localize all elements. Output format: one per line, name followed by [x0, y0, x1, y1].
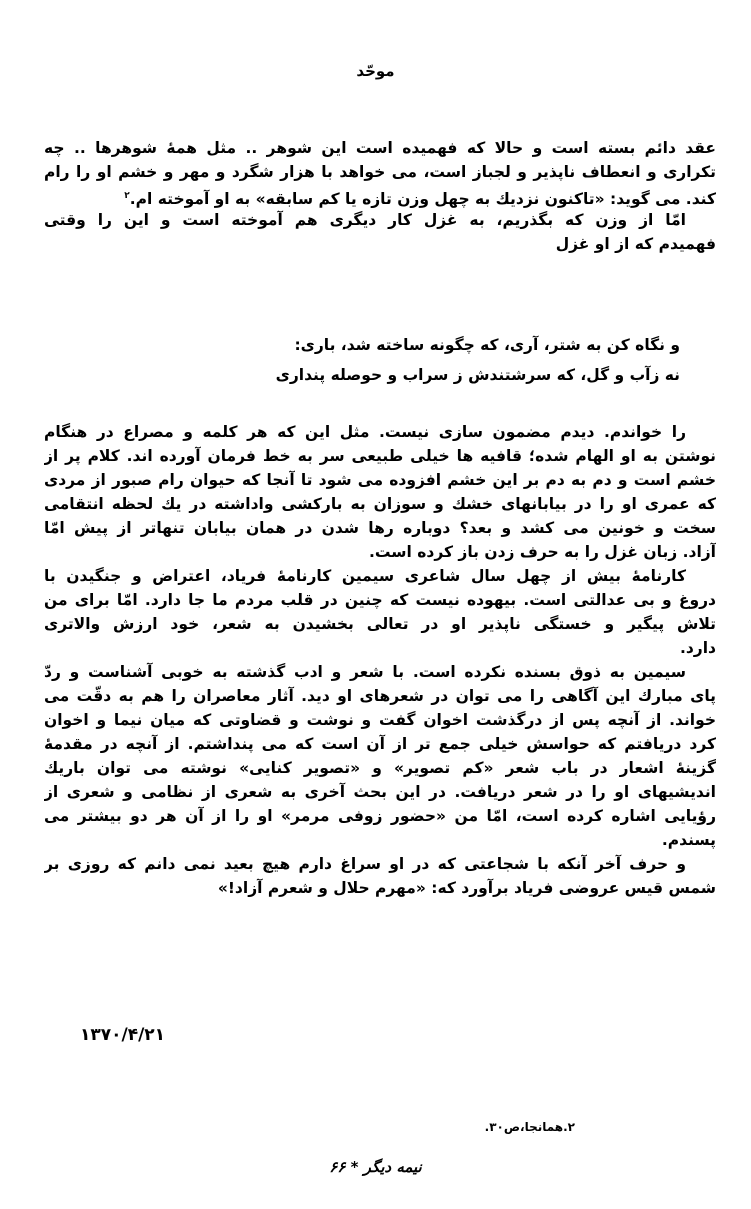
verse-quote [200, 330, 680, 390]
verse-line: نه زآب و گل، که سرشتندش ز سراب و حوصله پنداری [275, 366, 680, 384]
text-line-content: کند. می گوید: «تاکنون نزدیك به چهل وزن تازه یا کم سابقه» به او آموخته ام. [129, 190, 716, 208]
text-line: تکراری و انعطاف ناپذیر و لجباز است، می خواهد با هزار شگرد و مهر و خشم او را رام [44, 163, 716, 181]
text-line: اندیشیهای او را در شعر دریافت. در این بحث آخری به شعری از نظامی و شعری از [44, 783, 716, 801]
text-line: امّا از وزن که بگذریم، به غزل کار دیگری هم آموخته است و این را وقتی [44, 211, 686, 229]
text-line: دارد. [679, 639, 716, 657]
text-line: پسندم. [661, 831, 716, 849]
paragraph-block-1 [44, 136, 716, 256]
text-line: فهمیدم که از او غزل [555, 235, 716, 253]
text-line: نوشتن به او الهام شده؛ قافیه ها خیلی طبیعی سر به خط فرمان آورده اند. کلام پر از [44, 447, 716, 465]
paragraph-block-2 [44, 420, 716, 900]
text-line: عقد دائم بسته است و حالا که فهمیده است این شوهر .. مثل همهٔ شوهرها .. چه [44, 139, 716, 157]
footnote-reference[interactable]: ۲ [124, 191, 130, 201]
page-folio: نیمه دیگر * ۶۶ [329, 1158, 422, 1176]
verse-line: و نگاه کن به شتر، آری، که چگونه ساخته شد، باری: [294, 336, 680, 354]
text-line: خشم است و دم به دم بر این خشم افزوده می شود تا آنجا که حیوان رام صبور از مردی [44, 471, 716, 489]
text-line: آزاد. زبان غزل را به حرف زدن باز کرده است. [369, 543, 716, 561]
text-line: و حرف آخر آنکه با شجاعتی که در او سراغ دارم هیچ بعید نمی دانم که روزی بر [44, 855, 686, 873]
text-line-with-footnote [44, 184, 716, 208]
footnote: ۲.همانجا،ص۳۰. [484, 1120, 575, 1134]
signature-date: ۱۳۷۰/۴/۲۱ [80, 1025, 166, 1045]
text-line: را خواندم. دیدم مضمون سازی نیست. مثل این که هر کلمه و مصراع در هنگام [44, 423, 686, 441]
text-line: کرد دریافتم که حواسش خیلی جمع تر از آن است که می پنداشتم. از آنچه در مقدمهٔ [44, 735, 716, 753]
text-line: گزینهٔ اشعار در باب شعر «کم تصویر» و «تصویر کنایی» نوشته می توان باریك [44, 759, 716, 777]
text-line: سخت و خونین می کشد و بعد؟ دوباره رها شدن در همان بیابان تنهاتر از پیش امّا [44, 519, 716, 537]
text-line: که عمری او را در بیابانهای خشك و سوزان به بارکشی واداشته در یك لحظه انتقامی [44, 495, 716, 513]
text-line: کارنامهٔ بیش از چهل سال شاعری سیمین کارنامهٔ فریاد، اعتراض و جنگیدن با [44, 567, 686, 585]
text-line: شمس قیس عروضی فریاد برآورد که: «مهرم حلال و شعرم آزاد!» [217, 879, 716, 897]
text-line: تلاش پیگیر و خستگی ناپذیر او در تعالی بخشیدن به شعر، خود ارزش والاتری [44, 615, 716, 633]
page-header-title: موحّد [356, 62, 395, 80]
text-line: خواند. از آنچه پس از درگذشت اخوان گفت و نوشت و قضاوتی که میان نیما و اخوان [44, 711, 716, 729]
text-line: رؤیایی اشاره کرده است، امّا من «حضور زوفی مرمر» او را از آن هر دو بیشتر می [44, 807, 716, 825]
text-line: پای مبارك این آگاهی را می توان در شعرهای او دید. آثار معاصران را هم به دقّت می [44, 687, 716, 705]
text-line: سیمین به ذوق بسنده نکرده است. با شعر و ادب گذشته به خوبی آشناست و ردّ [44, 663, 686, 681]
text-line: دروغ و بی عدالتی است. بیهوده نیست که چنین در قلب مردم ما جا دارد. امّا برای من [44, 591, 716, 609]
